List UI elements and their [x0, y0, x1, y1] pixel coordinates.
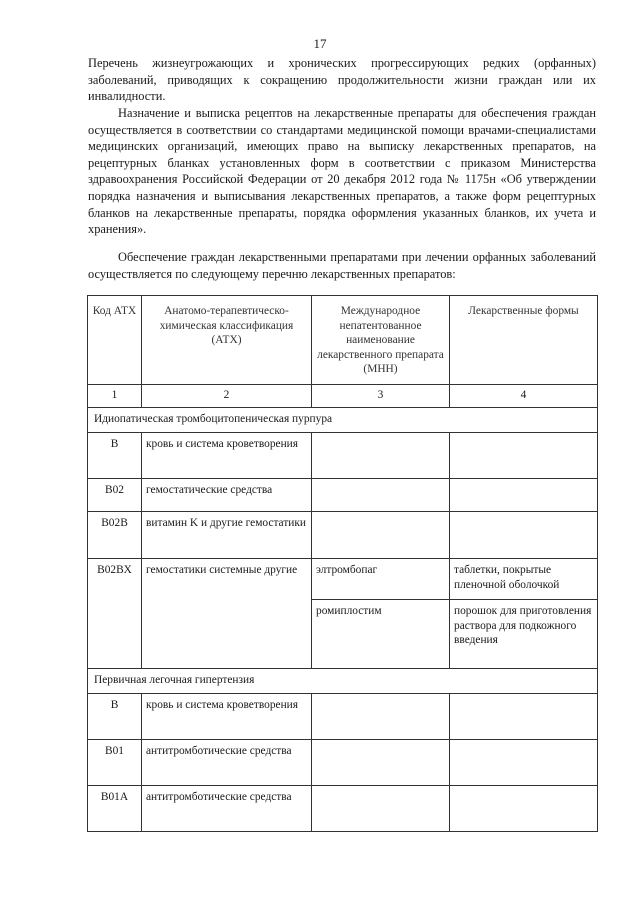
paragraph-intro: Перечень жизнеугрожающих и хронических прогрессирующих редких (орфанных) заболеваний, приводящих к сокращению продолжительности жизни граждан или их инвалидности.	[88, 56, 596, 104]
column-number: 2	[142, 385, 312, 408]
paragraph-provision: Обеспечение граждан лекарственными препаратами при лечении орфанных заболеваний осуществляется по следующему перечню лекарственных препаратов:	[88, 250, 596, 281]
atx-code-cell: B02	[88, 479, 142, 512]
atx-classification-cell: кровь и система кроветворения	[142, 694, 312, 740]
table-row	[88, 512, 598, 559]
drug-list-table	[87, 295, 598, 832]
atx-code-cell: B02BX	[88, 559, 142, 669]
atx-code-cell: B	[88, 694, 142, 740]
atx-classification-cell: гемостатики системные другие	[142, 559, 312, 669]
table-row	[88, 694, 598, 740]
column-number: 3	[312, 385, 450, 408]
inn-cell	[312, 433, 450, 479]
section-row-pulmonary-hypertension	[88, 669, 598, 694]
atx-classification-cell: антитромботические средства	[142, 740, 312, 786]
dosage-form-cell: таблетки, покрытые пленочной оболочкой	[450, 559, 598, 600]
header-atx-classification: Анатомо-терапевтическо-химическая классификация (АТХ)	[142, 296, 312, 385]
table-row	[88, 433, 598, 479]
table-row	[88, 559, 598, 600]
atx-code-cell: B01A	[88, 786, 142, 832]
dosage-form-cell	[450, 512, 598, 559]
page-number: 17	[313, 36, 327, 51]
dosage-form-cell	[450, 786, 598, 832]
inn-cell: ромиплостим	[312, 600, 450, 669]
table-row	[88, 479, 598, 512]
atx-classification-cell: витамин K и другие гемостатики	[142, 512, 312, 559]
section-title: Идиопатическая тромбоцитопеническая пурпура	[88, 408, 598, 433]
table-row	[88, 786, 598, 832]
atx-classification-cell: антитромботические средства	[142, 786, 312, 832]
dosage-form-cell	[450, 694, 598, 740]
inn-cell	[312, 512, 450, 559]
column-number-row	[88, 385, 598, 408]
table-row	[88, 740, 598, 786]
table-header-row	[88, 296, 598, 385]
header-dosage-forms: Лекарственные формы	[450, 296, 598, 385]
column-number: 1	[88, 385, 142, 408]
dosage-form-cell	[450, 479, 598, 512]
section-row-itp	[88, 408, 598, 433]
header-atx-code: Код АТХ	[88, 296, 142, 385]
section-title: Первичная легочная гипертензия	[88, 669, 598, 694]
atx-classification-cell: кровь и система кроветворения	[142, 433, 312, 479]
dosage-form-cell	[450, 740, 598, 786]
paragraph-prescription: Назначение и выписка рецептов на лекарственные препараты для обеспечения граждан осуществляется в соответствии со стандартами медицинской помощи врачами-специалистами медицинских организаций, имеющих право на выписку лекарственных препаратов, на рецептурных бланках установленных форм в соответствии с приказом Министерства здравоохранения Российской Федерации от 20 декабря 2012 года № 1175н «Об утверждении порядка назначения и выписывания лекарственных препаратов, а также форм рецептурных бланков на лекарственные препараты, порядка оформления указанных бланков, их учета и хранения».	[88, 106, 596, 237]
atx-code-cell: B	[88, 433, 142, 479]
atx-code-cell: B01	[88, 740, 142, 786]
inn-cell	[312, 694, 450, 740]
atx-classification-cell: гемостатические средства	[142, 479, 312, 512]
inn-cell	[312, 479, 450, 512]
inn-cell	[312, 740, 450, 786]
inn-cell	[312, 786, 450, 832]
column-number: 4	[450, 385, 598, 408]
atx-code-cell: B02B	[88, 512, 142, 559]
dosage-form-cell: порошок для приготовления раствора для подкожного введения	[450, 600, 598, 669]
dosage-form-cell	[450, 433, 598, 479]
header-inn: Международное непатентованное наименование лекарственного препарата (МНН)	[312, 296, 450, 385]
inn-cell: элтромбопаг	[312, 559, 450, 600]
